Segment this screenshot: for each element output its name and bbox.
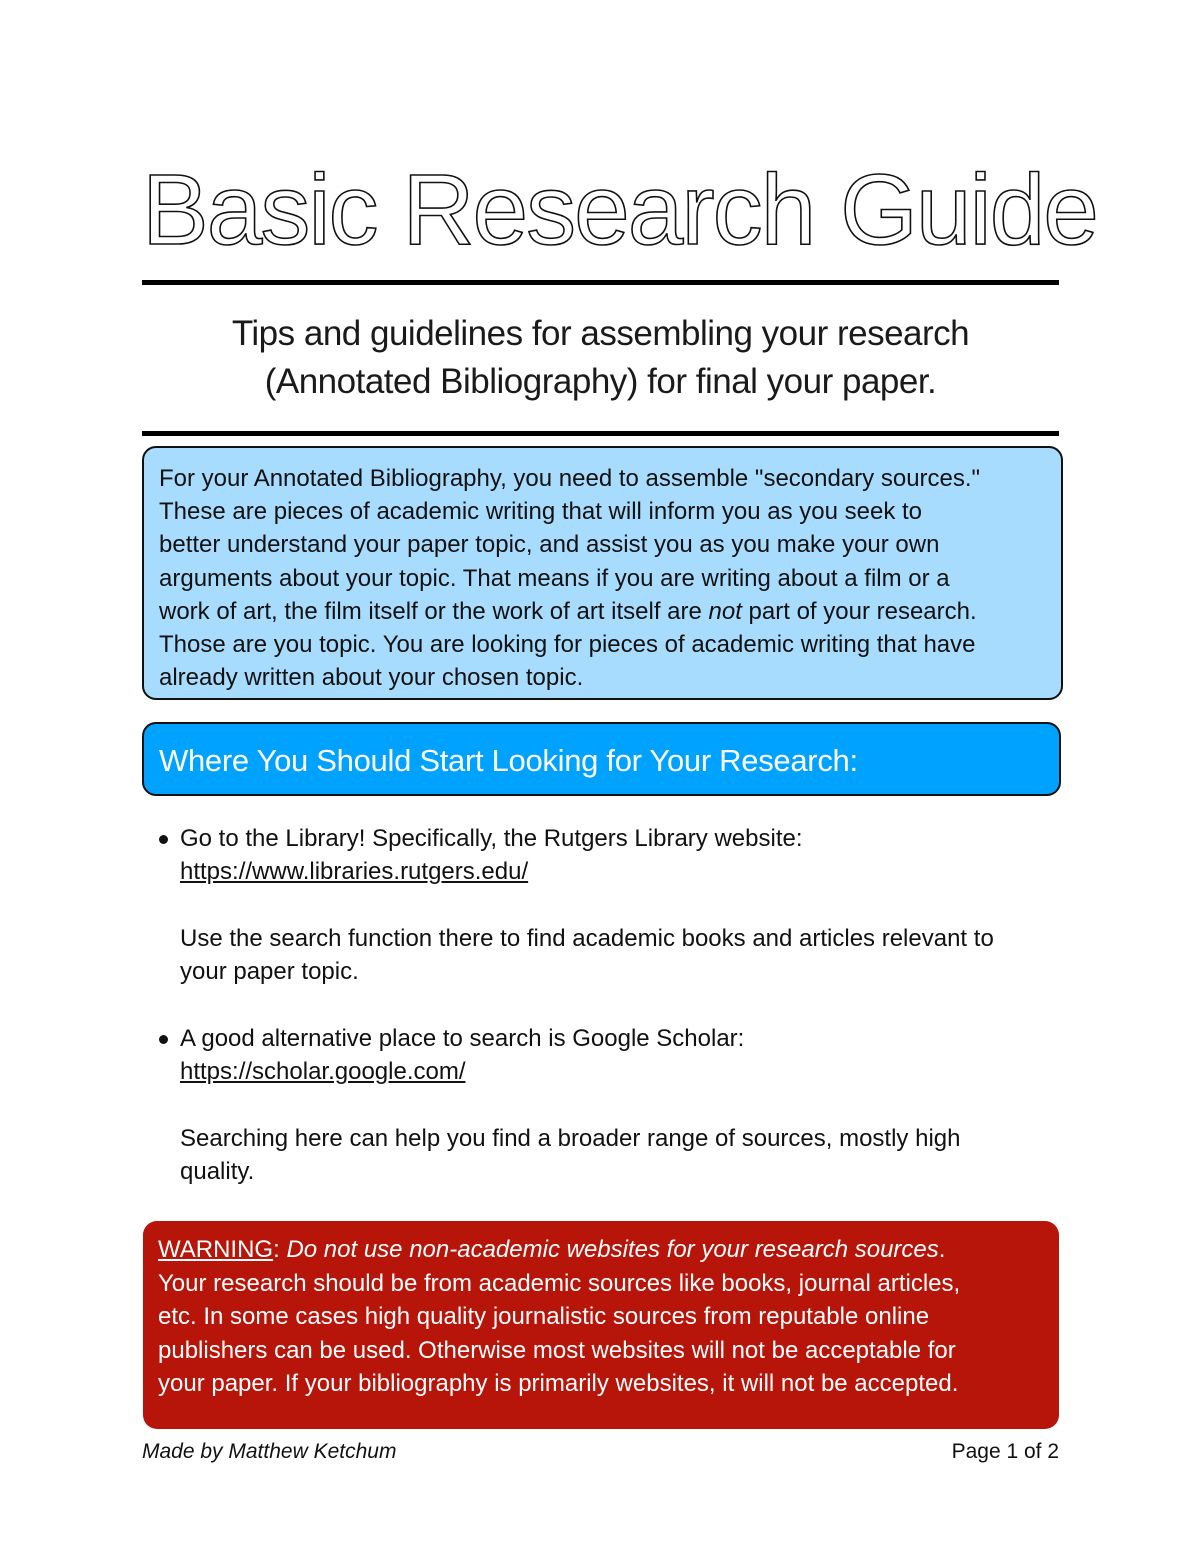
- subtitle-divider: [142, 431, 1059, 436]
- warning-callout: [143, 1221, 1059, 1429]
- list-item-text: Go to the Library! Specifically, the Rutgers Library website:: [180, 825, 803, 852]
- warning-period: .: [938, 1236, 946, 1263]
- intro-line: better understand your paper topic, and assist you as you make your own: [159, 531, 940, 559]
- resource-list: [157, 822, 1067, 1188]
- footer-author: Made by Matthew Ketchum: [142, 1440, 397, 1463]
- subtitle: [142, 310, 1059, 406]
- list-item-detail: your paper topic.: [180, 957, 359, 985]
- warning-line: etc. In some cases high quality journalistic sources from reputable online: [158, 1303, 930, 1331]
- warning-line: publishers can be used. Otherwise most websites will not be acceptable for: [158, 1336, 956, 1364]
- intro-line: For your Annotated Bibliography, you need to assemble "secondary sources.": [159, 465, 981, 492]
- title-divider: [142, 280, 1059, 285]
- intro-line: These are pieces of academic writing that will inform you as you seek to: [159, 498, 923, 526]
- list-item-detail: Searching here can help you find a broader range of sources, mostly high: [180, 1124, 961, 1152]
- warning-emphasis: Do not use non-academic websites for your research sources: [286, 1236, 939, 1263]
- intro-callout: [142, 446, 1063, 700]
- page-title: Basic Research Guide: [142, 154, 1097, 266]
- intro-emphasis: not: [708, 597, 742, 625]
- bullet-icon: [159, 1035, 168, 1044]
- intro-line: Those are you topic. You are looking for pieces of academic writing that have: [159, 631, 976, 659]
- intro-text: part of your research.: [741, 597, 977, 625]
- rutgers-library-link[interactable]: https://www.libraries.rutgers.edu/: [180, 858, 529, 886]
- warning-line: [158, 1233, 1044, 1267]
- footer-page-number: Page 1 of 2: [951, 1440, 1059, 1463]
- bullet-icon: [159, 835, 168, 844]
- intro-line: [159, 595, 1046, 628]
- warning-label: WARNING: [158, 1236, 274, 1263]
- subtitle-line: (Annotated Bibliography) for final your paper.: [264, 362, 937, 401]
- list-item: [157, 822, 1067, 988]
- list-item-text: A good alternative place to search is Google Scholar:: [180, 1025, 745, 1052]
- subtitle-line: Tips and guidelines for assembling your research: [231, 314, 970, 353]
- section-heading: Where You Should Start Looking for Your Research:: [142, 722, 1061, 796]
- google-scholar-link[interactable]: https://scholar.google.com/: [180, 1058, 466, 1086]
- warning-colon: :: [273, 1236, 287, 1263]
- intro-line: arguments about your topic. That means if you are writing about a film or a: [159, 564, 950, 592]
- list-item: [157, 1022, 1067, 1188]
- intro-text: work of art, the film itself or the work of art itself are: [159, 597, 709, 625]
- warning-line: Your research should be from academic sources like books, journal articles,: [158, 1269, 961, 1297]
- list-item-detail: quality.: [180, 1157, 255, 1185]
- list-item-detail: Use the search function there to find academic books and articles relevant to: [180, 924, 994, 952]
- warning-line: your paper. If your bibliography is primarily websites, it will not be accepted.: [158, 1370, 959, 1398]
- intro-line: already written about your chosen topic.: [159, 664, 584, 692]
